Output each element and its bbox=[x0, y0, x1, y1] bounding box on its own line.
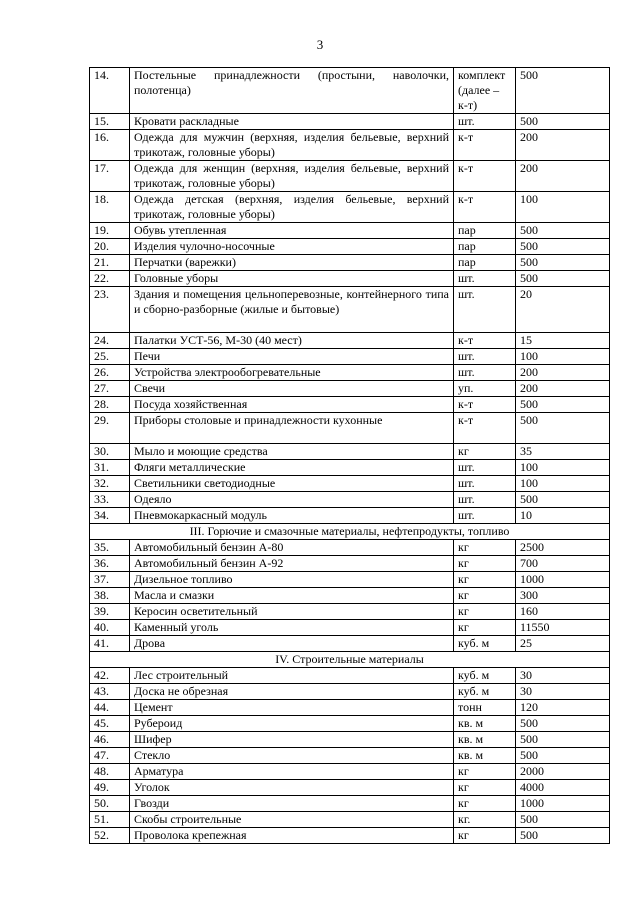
item-number: 24. bbox=[90, 333, 130, 349]
table-row bbox=[90, 812, 610, 828]
item-name: Доска не обрезная bbox=[130, 684, 454, 700]
item-quantity: 100 bbox=[516, 460, 610, 476]
item-number: 30. bbox=[90, 444, 130, 460]
item-unit: шт. bbox=[454, 271, 516, 287]
item-unit: к-т bbox=[454, 333, 516, 349]
item-name: Мыло и моющие средства bbox=[130, 444, 454, 460]
item-unit: кв. м bbox=[454, 716, 516, 732]
table-row bbox=[90, 508, 610, 524]
item-quantity: 25 bbox=[516, 636, 610, 652]
supply-table-body bbox=[90, 68, 610, 844]
table-row bbox=[90, 668, 610, 684]
item-quantity: 500 bbox=[516, 271, 610, 287]
item-name: Здания и помещения цельноперевозные, контейнерного типа и сборно-разборные (жилые и бытовые) bbox=[130, 287, 454, 333]
table-row bbox=[90, 397, 610, 413]
table-row bbox=[90, 476, 610, 492]
item-name: Устройства электрообогревательные bbox=[130, 365, 454, 381]
item-number: 28. bbox=[90, 397, 130, 413]
item-unit: уп. bbox=[454, 381, 516, 397]
item-number: 50. bbox=[90, 796, 130, 812]
item-unit: кг bbox=[454, 444, 516, 460]
item-name: Рубероид bbox=[130, 716, 454, 732]
table-row bbox=[90, 161, 610, 192]
item-number: 48. bbox=[90, 764, 130, 780]
item-number: 39. bbox=[90, 604, 130, 620]
item-quantity: 2500 bbox=[516, 540, 610, 556]
table-row bbox=[90, 381, 610, 397]
item-number: 35. bbox=[90, 540, 130, 556]
item-unit: кг bbox=[454, 780, 516, 796]
table-row bbox=[90, 796, 610, 812]
item-number: 15. bbox=[90, 114, 130, 130]
item-name: Шифер bbox=[130, 732, 454, 748]
item-quantity: 700 bbox=[516, 556, 610, 572]
item-name: Автомобильный бензин А-92 bbox=[130, 556, 454, 572]
table-row bbox=[90, 636, 610, 652]
item-quantity: 500 bbox=[516, 828, 610, 844]
table-row bbox=[90, 413, 610, 444]
item-number: 46. bbox=[90, 732, 130, 748]
item-name: Головные уборы bbox=[130, 271, 454, 287]
item-quantity: 100 bbox=[516, 192, 610, 223]
item-number: 22. bbox=[90, 271, 130, 287]
item-name: Приборы столовые и принадлежности кухонные bbox=[130, 413, 454, 444]
table-row bbox=[90, 68, 610, 114]
item-quantity: 35 bbox=[516, 444, 610, 460]
item-name: Печи bbox=[130, 349, 454, 365]
table-row bbox=[90, 588, 610, 604]
item-name: Уголок bbox=[130, 780, 454, 796]
item-quantity: 15 bbox=[516, 333, 610, 349]
table-row bbox=[90, 764, 610, 780]
section-header-row bbox=[90, 652, 610, 668]
table-row bbox=[90, 732, 610, 748]
item-number: 47. bbox=[90, 748, 130, 764]
item-quantity: 500 bbox=[516, 812, 610, 828]
table-row bbox=[90, 716, 610, 732]
item-quantity: 200 bbox=[516, 130, 610, 161]
item-unit: пар bbox=[454, 255, 516, 271]
table-row bbox=[90, 540, 610, 556]
item-number: 43. bbox=[90, 684, 130, 700]
item-number: 44. bbox=[90, 700, 130, 716]
item-name: Дизельное топливо bbox=[130, 572, 454, 588]
item-quantity: 1000 bbox=[516, 572, 610, 588]
item-unit: кг bbox=[454, 764, 516, 780]
table-row bbox=[90, 780, 610, 796]
item-unit: кг bbox=[454, 540, 516, 556]
supply-table bbox=[89, 67, 610, 844]
table-row bbox=[90, 223, 610, 239]
table-row bbox=[90, 333, 610, 349]
item-quantity: 500 bbox=[516, 492, 610, 508]
item-unit: шт. bbox=[454, 349, 516, 365]
item-name: Цемент bbox=[130, 700, 454, 716]
item-number: 34. bbox=[90, 508, 130, 524]
item-unit: тонн bbox=[454, 700, 516, 716]
item-quantity: 500 bbox=[516, 397, 610, 413]
table-row bbox=[90, 192, 610, 223]
item-number: 21. bbox=[90, 255, 130, 271]
item-quantity: 500 bbox=[516, 114, 610, 130]
item-quantity: 2000 bbox=[516, 764, 610, 780]
item-unit: кг bbox=[454, 796, 516, 812]
item-name: Одежда детская (верхняя, изделия бельевые, верхний трикотаж, головные уборы) bbox=[130, 192, 454, 223]
item-unit: к-т bbox=[454, 397, 516, 413]
item-name: Арматура bbox=[130, 764, 454, 780]
item-quantity: 160 bbox=[516, 604, 610, 620]
page-number: 3 bbox=[316, 37, 324, 52]
item-number: 27. bbox=[90, 381, 130, 397]
item-number: 18. bbox=[90, 192, 130, 223]
table-row bbox=[90, 239, 610, 255]
item-name: Масла и смазки bbox=[130, 588, 454, 604]
table-row bbox=[90, 271, 610, 287]
item-number: 45. bbox=[90, 716, 130, 732]
item-number: 16. bbox=[90, 130, 130, 161]
table-row bbox=[90, 287, 610, 333]
item-unit: кв. м bbox=[454, 748, 516, 764]
item-name: Постельные принадлежности (простыни, наволочки, полотенца) bbox=[130, 68, 454, 114]
item-unit: к-т bbox=[454, 161, 516, 192]
item-number: 36. bbox=[90, 556, 130, 572]
item-quantity: 20 bbox=[516, 287, 610, 333]
item-name: Палатки УСТ-56, М-30 (40 мест) bbox=[130, 333, 454, 349]
item-unit: шт. bbox=[454, 287, 516, 333]
item-unit: пар bbox=[454, 239, 516, 255]
table-row bbox=[90, 492, 610, 508]
item-number: 14. bbox=[90, 68, 130, 114]
section-title: III. Горючие и смазочные материалы, нефтепродукты, топливо bbox=[90, 524, 610, 540]
item-quantity: 200 bbox=[516, 381, 610, 397]
item-name: Перчатки (варежки) bbox=[130, 255, 454, 271]
item-quantity: 300 bbox=[516, 588, 610, 604]
item-name: Обувь утепленная bbox=[130, 223, 454, 239]
item-quantity: 500 bbox=[516, 716, 610, 732]
item-quantity: 30 bbox=[516, 684, 610, 700]
item-name: Одеяло bbox=[130, 492, 454, 508]
item-name: Стекло bbox=[130, 748, 454, 764]
item-unit: куб. м bbox=[454, 636, 516, 652]
item-name: Изделия чулочно-носочные bbox=[130, 239, 454, 255]
item-quantity: 10 bbox=[516, 508, 610, 524]
item-number: 33. bbox=[90, 492, 130, 508]
item-number: 23. bbox=[90, 287, 130, 333]
item-name: Посуда хозяйственная bbox=[130, 397, 454, 413]
item-unit: шт. bbox=[454, 492, 516, 508]
item-number: 29. bbox=[90, 413, 130, 444]
item-number: 41. bbox=[90, 636, 130, 652]
item-quantity: 100 bbox=[516, 349, 610, 365]
item-unit: шт. bbox=[454, 476, 516, 492]
item-number: 19. bbox=[90, 223, 130, 239]
item-number: 25. bbox=[90, 349, 130, 365]
item-number: 38. bbox=[90, 588, 130, 604]
item-quantity: 4000 bbox=[516, 780, 610, 796]
item-quantity: 100 bbox=[516, 476, 610, 492]
item-quantity: 120 bbox=[516, 700, 610, 716]
item-name: Фляги металлические bbox=[130, 460, 454, 476]
item-name: Автомобильный бензин А-80 bbox=[130, 540, 454, 556]
table-row bbox=[90, 604, 610, 620]
item-name: Лес строительный bbox=[130, 668, 454, 684]
item-number: 26. bbox=[90, 365, 130, 381]
section-title: IV. Строительные материалы bbox=[90, 652, 610, 668]
item-unit: пар bbox=[454, 223, 516, 239]
item-quantity: 11550 bbox=[516, 620, 610, 636]
item-name: Скобы строительные bbox=[130, 812, 454, 828]
section-header-row bbox=[90, 524, 610, 540]
item-name: Проволока крепежная bbox=[130, 828, 454, 844]
table-row bbox=[90, 460, 610, 476]
item-unit: кг bbox=[454, 828, 516, 844]
item-number: 20. bbox=[90, 239, 130, 255]
item-name: Гвозди bbox=[130, 796, 454, 812]
table-row bbox=[90, 255, 610, 271]
item-unit: к-т bbox=[454, 192, 516, 223]
item-unit: кг bbox=[454, 588, 516, 604]
item-quantity: 200 bbox=[516, 161, 610, 192]
item-quantity: 500 bbox=[516, 68, 610, 114]
item-unit: шт. bbox=[454, 365, 516, 381]
item-unit: кв. м bbox=[454, 732, 516, 748]
table-row bbox=[90, 349, 610, 365]
item-name: Керосин осветительный bbox=[130, 604, 454, 620]
item-unit: кг bbox=[454, 604, 516, 620]
item-name: Светильники светодиодные bbox=[130, 476, 454, 492]
table-row bbox=[90, 556, 610, 572]
item-quantity: 500 bbox=[516, 413, 610, 444]
item-name: Одежда для женщин (верхняя, изделия бельевые, верхний трикотаж, головные уборы) bbox=[130, 161, 454, 192]
item-name: Дрова bbox=[130, 636, 454, 652]
table-row bbox=[90, 748, 610, 764]
item-unit: шт. bbox=[454, 114, 516, 130]
table-row bbox=[90, 620, 610, 636]
item-quantity: 500 bbox=[516, 732, 610, 748]
item-quantity: 30 bbox=[516, 668, 610, 684]
table-row bbox=[90, 700, 610, 716]
item-name: Пневмокаркасный модуль bbox=[130, 508, 454, 524]
table-row bbox=[90, 444, 610, 460]
item-quantity: 200 bbox=[516, 365, 610, 381]
table-row bbox=[90, 130, 610, 161]
item-unit: комплект (далее – к-т) bbox=[454, 68, 516, 114]
item-unit: к-т bbox=[454, 130, 516, 161]
table-row bbox=[90, 365, 610, 381]
item-number: 17. bbox=[90, 161, 130, 192]
item-number: 52. bbox=[90, 828, 130, 844]
item-unit: кг bbox=[454, 572, 516, 588]
item-number: 31. bbox=[90, 460, 130, 476]
item-unit: куб. м bbox=[454, 668, 516, 684]
item-name: Свечи bbox=[130, 381, 454, 397]
item-name: Кровати раскладные bbox=[130, 114, 454, 130]
item-number: 51. bbox=[90, 812, 130, 828]
item-unit: кг. bbox=[454, 812, 516, 828]
item-unit: куб. м bbox=[454, 684, 516, 700]
item-number: 32. bbox=[90, 476, 130, 492]
item-number: 49. bbox=[90, 780, 130, 796]
item-unit: шт. bbox=[454, 508, 516, 524]
item-quantity: 500 bbox=[516, 239, 610, 255]
item-unit: к-т bbox=[454, 413, 516, 444]
item-unit: кг bbox=[454, 620, 516, 636]
item-number: 40. bbox=[90, 620, 130, 636]
item-number: 42. bbox=[90, 668, 130, 684]
table-row bbox=[90, 572, 610, 588]
item-number: 37. bbox=[90, 572, 130, 588]
table-row bbox=[90, 114, 610, 130]
item-quantity: 1000 bbox=[516, 796, 610, 812]
item-name: Каменный уголь bbox=[130, 620, 454, 636]
item-quantity: 500 bbox=[516, 255, 610, 271]
item-quantity: 500 bbox=[516, 223, 610, 239]
table-row bbox=[90, 828, 610, 844]
item-quantity: 500 bbox=[516, 748, 610, 764]
table-row bbox=[90, 684, 610, 700]
item-name: Одежда для мужчин (верхняя, изделия бельевые, верхний трикотаж, головные уборы) bbox=[130, 130, 454, 161]
item-unit: шт. bbox=[454, 460, 516, 476]
item-unit: кг bbox=[454, 556, 516, 572]
